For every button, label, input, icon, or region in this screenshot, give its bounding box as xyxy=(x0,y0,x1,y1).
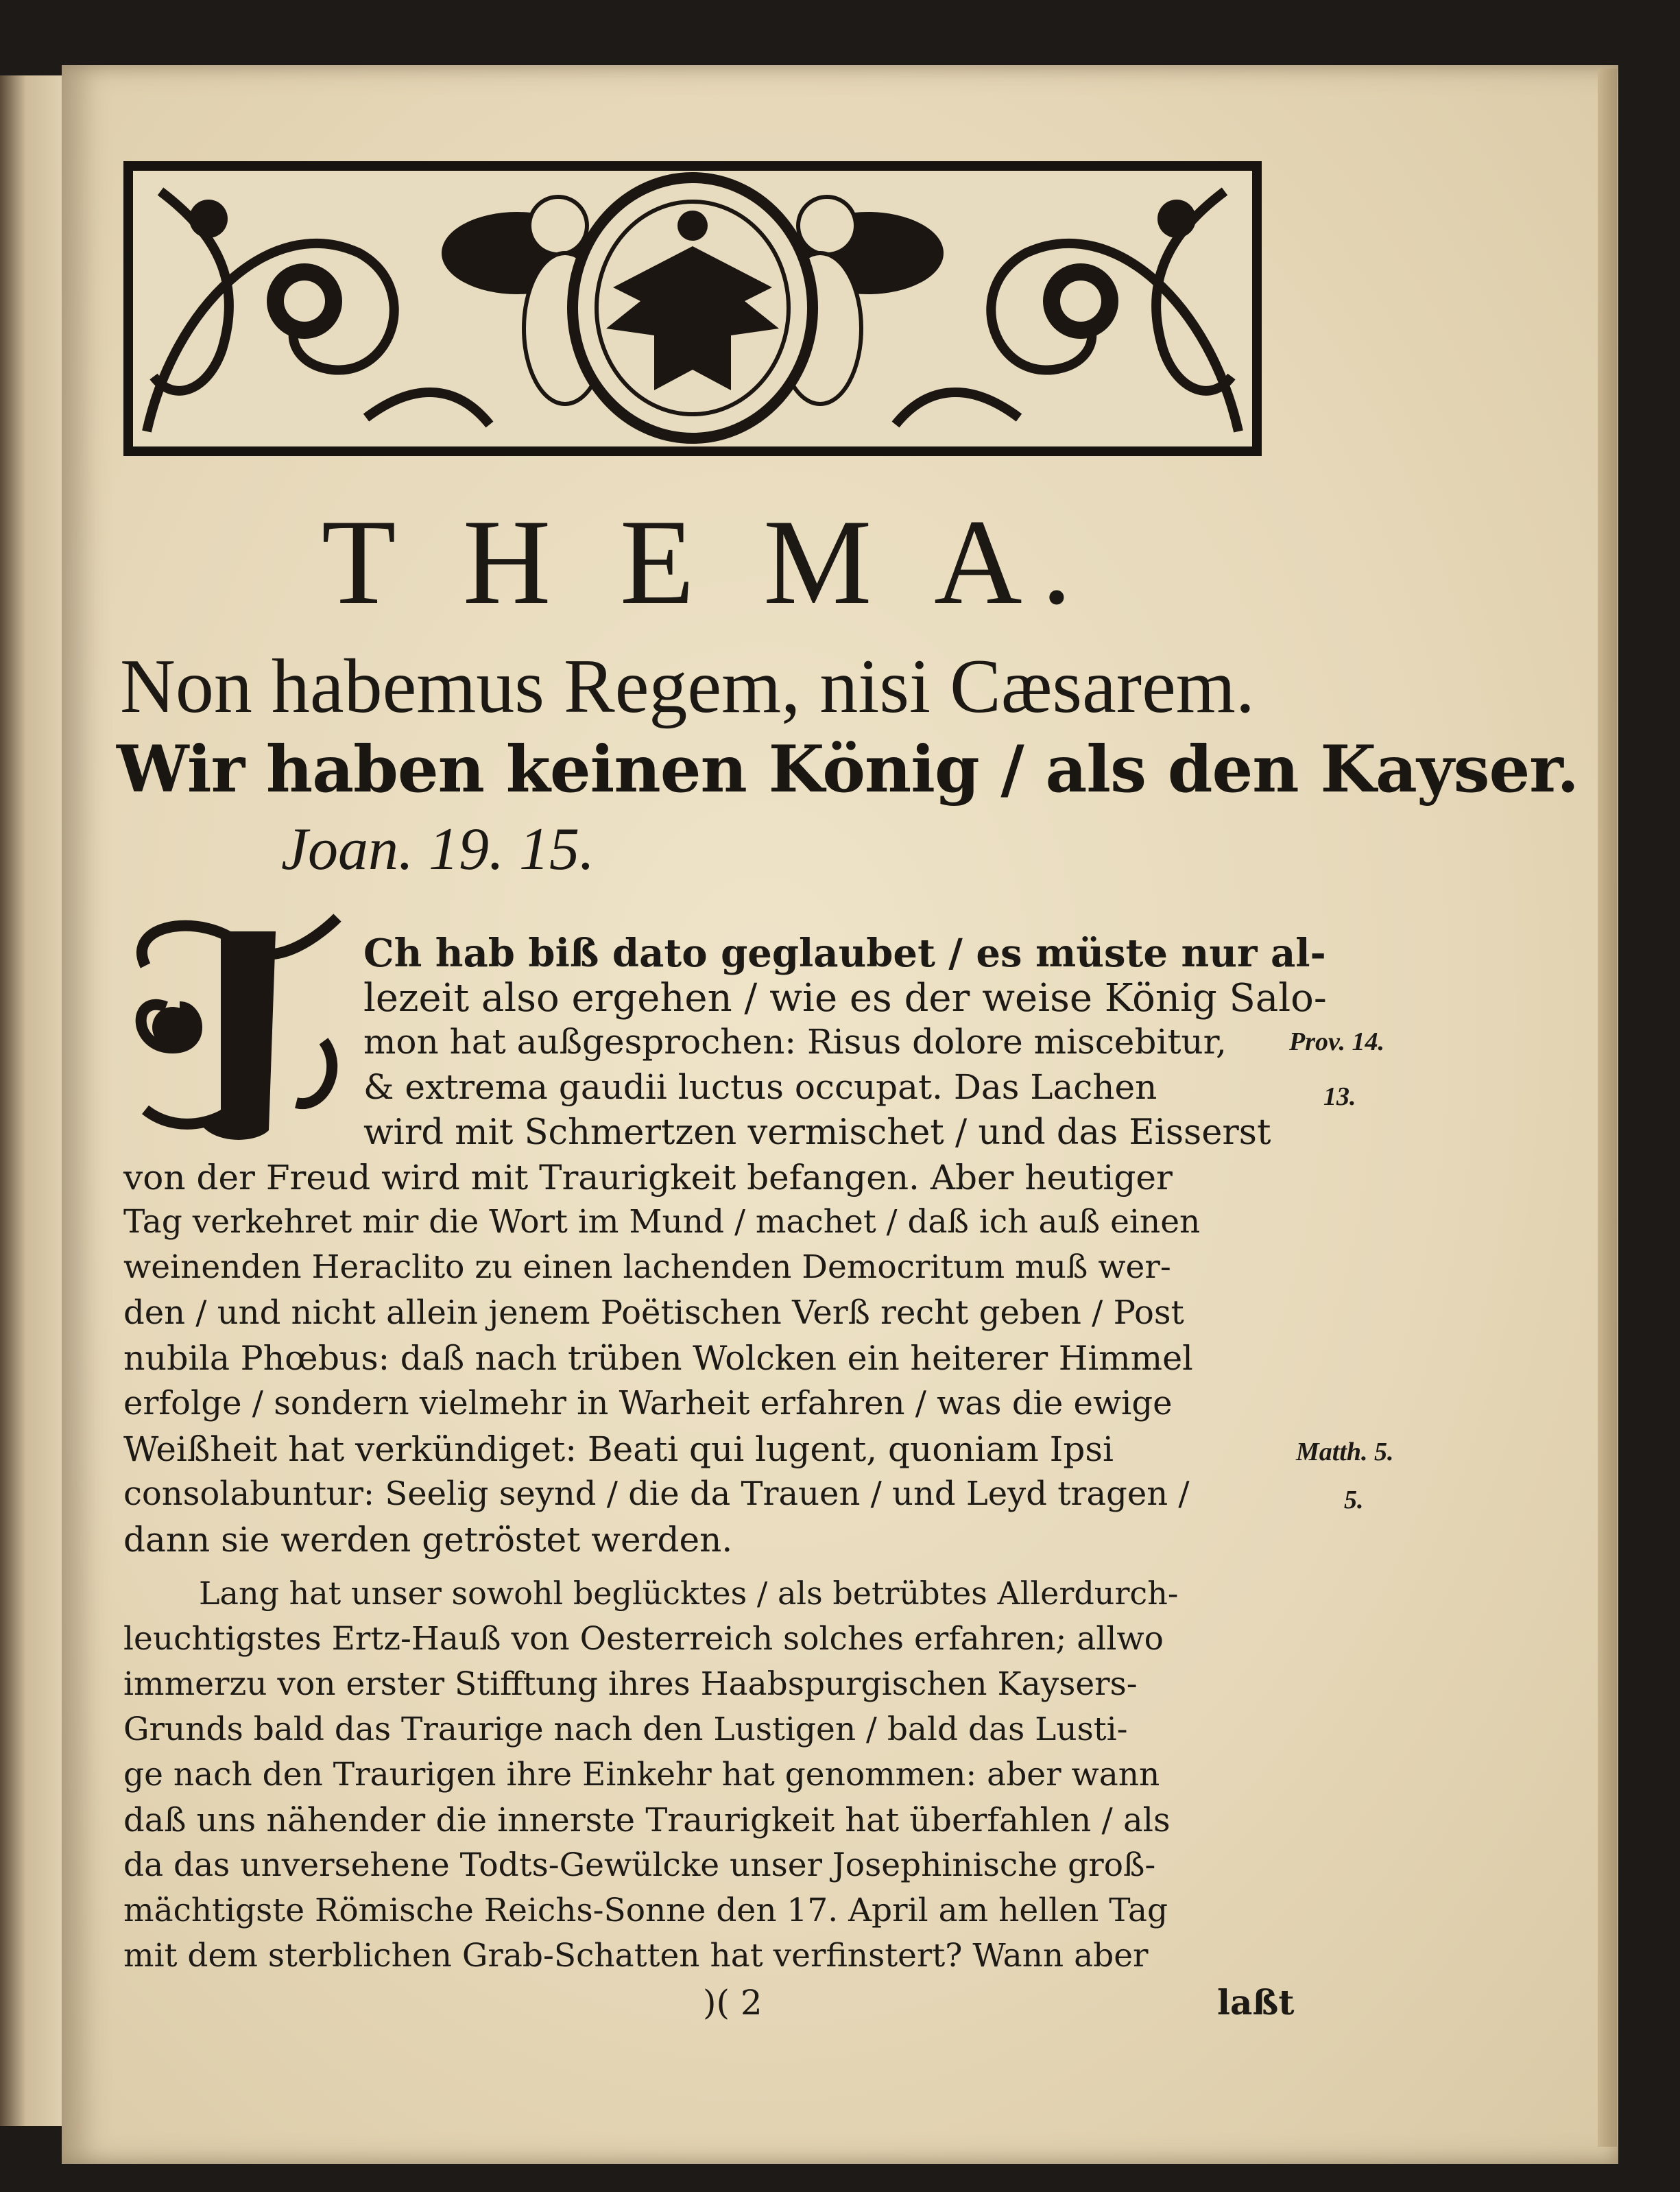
latin-theme-verse: Non habemus Regem, nisi Cæsarem. xyxy=(120,644,1255,729)
german-theme-verse: Wir haben keinen König / als den Kayser. xyxy=(117,732,1579,807)
page-title: T H E M A. xyxy=(321,494,1092,630)
signature-mark: )( 2 xyxy=(703,1983,763,2023)
body-line: Grunds bald das Traurige nach den Lustigen / bald das Lusti- xyxy=(123,1711,1128,1748)
body-line: weinenden Heraclito zu einen lachenden Democritum muß wer- xyxy=(123,1248,1171,1286)
page-fore-edge xyxy=(1598,69,1617,2147)
body-line: da das unversehene Todts-Gewülcke unser Josephinische groß- xyxy=(123,1846,1156,1884)
body-line: mon hat außgesprochen: Risus dolore miscebitur, xyxy=(363,1022,1227,1062)
body-line: Weißheit hat verkündiget: Beati qui lugent, quoniam Ipsi xyxy=(123,1429,1114,1469)
body-line: erfolge / sondern vielmehr in Warheit erfahren / was die ewige xyxy=(123,1384,1173,1422)
body-line: Lang hat unser sowohl beglücktes / als betrübtes Allerdurch- xyxy=(199,1575,1179,1612)
body-line: mächtigste Römische Reichs-Sonne den 17. April am hellen Tag xyxy=(123,1892,1168,1929)
body-line: daß uns nähender die innerste Traurigkeit hat überfahlen / als xyxy=(123,1801,1171,1839)
body-line: consolabuntur: Seelig seynd / die da Trauen / und Leyd tragen / xyxy=(123,1475,1190,1513)
body-line: wird mit Schmertzen vermischet / und das Eisserst xyxy=(363,1112,1271,1153)
scripture-reference: Joan. 19. 15. xyxy=(281,816,595,883)
ornament-illustration xyxy=(133,171,1252,446)
body-line: nubila Phœbus: daß nach trüben Wolcken ein heiterer Himmel xyxy=(123,1339,1193,1378)
body-line: ge nach den Traurigen ihre Einkehr hat genommen: aber wann xyxy=(123,1756,1160,1794)
body-line: leuchtigstes Ertz-Hauß von Oesterreich solches erfahren; allwo xyxy=(123,1620,1164,1658)
body-line: den / und nicht allein jenem Poëtischen Verß recht geben / Post xyxy=(123,1294,1184,1332)
body-line: Ch hab biß dato geglaubet / es müste nur al- xyxy=(363,931,1326,976)
body-line: lezeit also ergehen / wie es der weise König Salo- xyxy=(363,976,1327,1021)
body-line: mit dem sterblichen Grab-Schatten hat verfinstert? Wann aber xyxy=(123,1937,1149,1975)
catchword: laßt xyxy=(1217,1982,1295,2023)
body-line: Tag verkehret mir die Wort im Mund / machet / daß ich auß einen xyxy=(123,1203,1201,1241)
facing-page-edge xyxy=(0,75,65,2126)
initial-flourish xyxy=(118,904,348,1151)
body-line: von der Freud wird mit Traurigkeit befangen. Aber heutiger xyxy=(123,1158,1173,1198)
body-line: dann sie werden getröstet werden. xyxy=(123,1520,733,1560)
margin-note-matthew: Matth. 5. xyxy=(1296,1438,1394,1466)
margin-note-proverbs-verse: 13. xyxy=(1323,1082,1356,1111)
margin-note-proverbs: Prov. 14. xyxy=(1289,1027,1384,1056)
woodcut-ornament-banner xyxy=(123,161,1262,456)
body-line: & extrema gaudii luctus occupat. Das Lachen xyxy=(363,1067,1157,1107)
decorated-initial-letter xyxy=(118,904,348,1151)
body-line: immerzu von erster Stifftung ihres Haabspurgischen Kaysers- xyxy=(123,1665,1138,1703)
margin-note-matthew-verse: 5. xyxy=(1344,1486,1364,1514)
